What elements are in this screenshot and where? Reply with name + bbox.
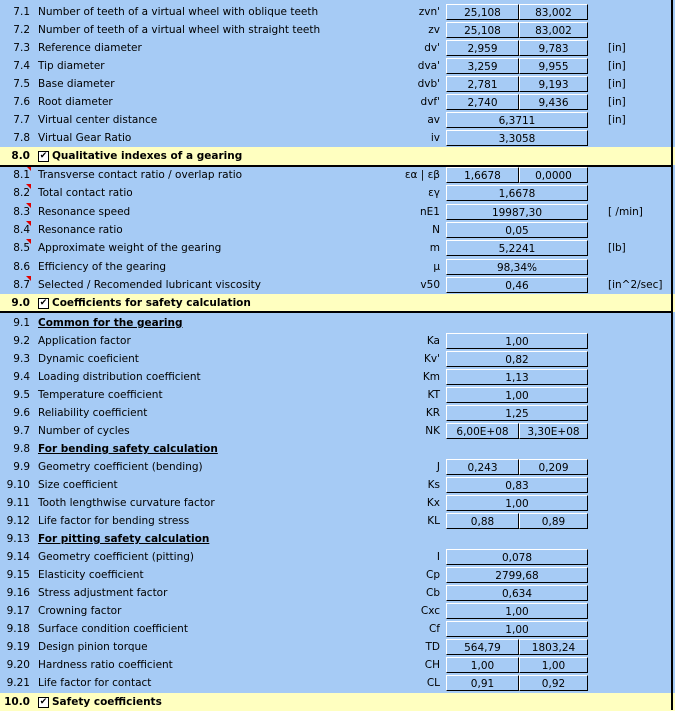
value-cell-gear[interactable]: 0,209: [519, 459, 588, 475]
value-cell[interactable]: 1,00: [446, 621, 588, 637]
row-number: 9.20: [6, 659, 30, 671]
right-border: [671, 0, 673, 710]
comment-marker-icon: [26, 221, 31, 226]
row-label: Virtual center distance: [38, 114, 158, 126]
table-row: [0, 111, 675, 129]
value-cell[interactable]: 2799,68: [446, 567, 588, 583]
symbol: KT: [427, 389, 440, 401]
row-label: Stress adjustment factor: [38, 587, 168, 599]
symbol: εγ: [428, 187, 440, 199]
table-row: [0, 422, 675, 440]
table-row: [0, 368, 675, 386]
row-number: 8.5: [13, 242, 30, 254]
table-row: [0, 458, 675, 476]
row-number: 8.1: [13, 169, 30, 181]
row-label: Life factor for bending stress: [38, 515, 190, 527]
row-label: Number of cycles: [38, 425, 130, 437]
symbol: Ks: [427, 479, 440, 491]
row-label: Reliability coefficient: [38, 407, 148, 419]
value-cell-gear[interactable]: 83,002: [519, 22, 588, 38]
row-label: Number of teeth of a virtual wheel with straight teeth: [38, 24, 321, 36]
symbol: μ: [433, 261, 440, 273]
value-cell-pinion[interactable]: 0,243: [446, 459, 519, 475]
row-label: Virtual Gear Ratio: [38, 132, 132, 144]
value-cell[interactable]: 3,3058: [446, 130, 588, 146]
row-label: Tip diameter: [38, 60, 105, 72]
symbol: εα | εβ: [404, 169, 440, 181]
value-cell[interactable]: 19987,30: [446, 204, 588, 220]
unit-label: [in]: [608, 42, 626, 54]
symbol: nE1: [420, 206, 440, 218]
row-label: Resonance speed: [38, 206, 131, 218]
symbol: NK: [425, 425, 440, 437]
row-label: Number of teeth of a virtual wheel with oblique teeth: [38, 6, 319, 18]
table-row: [0, 350, 675, 368]
value-cell-gear[interactable]: 0,89: [519, 513, 588, 529]
value-cell[interactable]: 0,05: [446, 222, 588, 238]
row-number: 9.0: [11, 297, 30, 309]
row-number: 7.1: [13, 6, 30, 18]
section-title: Coefficients for safety calculation: [52, 297, 251, 309]
value-cell-gear[interactable]: 1803,24: [519, 639, 588, 655]
symbol: av: [427, 114, 440, 126]
value-cell-gear[interactable]: 9,193: [519, 76, 588, 92]
section-header-row: [0, 294, 675, 312]
table-row: [0, 75, 675, 93]
row-label: Tooth lengthwise curvature factor: [38, 497, 215, 509]
row-number: 9.14: [6, 551, 30, 563]
symbol: Cb: [426, 587, 440, 599]
table-row: [0, 221, 675, 239]
row-number: 9.13: [6, 533, 30, 545]
unit-label: [in^2/sec]: [608, 279, 663, 291]
value-cell[interactable]: 1,00: [446, 333, 588, 349]
row-number: 8.2: [13, 187, 30, 199]
table-row: [0, 239, 675, 257]
table-row: [0, 258, 675, 276]
unit-label: [in]: [608, 78, 626, 90]
unit-label: [in]: [608, 114, 626, 126]
row-label: Application factor: [38, 335, 131, 347]
table-row: [0, 566, 675, 584]
value-cell-pinion[interactable]: 0,91: [446, 675, 519, 691]
symbol: dvb': [417, 78, 440, 90]
value-cell[interactable]: 1,25: [446, 405, 588, 421]
row-number: 8.4: [13, 224, 30, 236]
symbol: iv: [430, 132, 440, 144]
comment-marker-icon: [26, 276, 31, 281]
value-cell[interactable]: 98,34%: [446, 259, 588, 275]
row-number: 9.6: [13, 407, 30, 419]
row-number: 10.0: [4, 696, 30, 708]
row-number: 9.10: [6, 479, 30, 491]
table-row: [0, 386, 675, 404]
symbol: Cxc: [420, 605, 440, 617]
symbol: Kx: [426, 497, 440, 509]
table-row: [0, 638, 675, 656]
table-row: [0, 656, 675, 674]
table-row: [0, 440, 675, 458]
table-row: [0, 602, 675, 620]
value-cell[interactable]: 0,634: [446, 585, 588, 601]
comment-marker-icon: [26, 203, 31, 208]
symbol: J: [436, 461, 440, 473]
value-cell-gear[interactable]: 0,92: [519, 675, 588, 691]
value-cell-pinion[interactable]: 25,108: [446, 22, 519, 38]
table-row: [0, 314, 675, 332]
unit-label: [in]: [608, 96, 626, 108]
table-row: [0, 184, 675, 202]
row-number: 9.16: [6, 587, 30, 599]
value-cell-pinion[interactable]: 564,79: [446, 639, 519, 655]
row-number: 9.11: [6, 497, 30, 509]
value-cell-gear[interactable]: 0,0000: [519, 167, 588, 183]
section-divider: [0, 311, 673, 313]
row-number: 7.5: [13, 78, 30, 90]
table-row: [0, 93, 675, 111]
row-label: Approximate weight of the gearing: [38, 242, 222, 254]
value-cell-pinion[interactable]: 3,259: [446, 58, 519, 74]
value-cell-pinion[interactable]: 25,108: [446, 4, 519, 20]
table-row: [0, 129, 675, 147]
row-label: Size coefficient: [38, 479, 118, 491]
row-label: Elasticity coefficient: [38, 569, 144, 581]
symbol: zvn': [418, 6, 440, 18]
symbol: m: [429, 242, 440, 254]
subsection-title: For bending safety calculation: [38, 443, 218, 455]
comment-marker-icon: [26, 184, 31, 189]
symbol: Cp: [426, 569, 440, 581]
section-header-row: [0, 147, 675, 165]
section-title: Safety coefficients: [52, 696, 162, 708]
comment-marker-icon: [26, 239, 31, 244]
row-label: Dynamic coeficient: [38, 353, 139, 365]
row-number: 9.1: [13, 317, 30, 329]
value-cell[interactable]: 5,2241: [446, 240, 588, 256]
value-cell[interactable]: 1,13: [446, 369, 588, 385]
row-label: Geometry coefficient (pitting): [38, 551, 195, 563]
symbol: dvf': [420, 96, 440, 108]
section-header-row: [0, 693, 675, 711]
table-row: [0, 203, 675, 221]
table-row: [0, 620, 675, 638]
symbol: N: [432, 224, 440, 236]
row-number: 7.7: [13, 114, 30, 126]
row-label: Selected / Recomended lubricant viscosity: [38, 279, 261, 291]
symbol: Km: [422, 371, 440, 383]
value-cell-gear[interactable]: 1,00: [519, 657, 588, 673]
row-number: 9.17: [6, 605, 30, 617]
table-row: [0, 476, 675, 494]
table-row: [0, 3, 675, 21]
value-cell[interactable]: 0,82: [446, 351, 588, 367]
table-row: [0, 530, 675, 548]
symbol: KL: [427, 515, 440, 527]
value-cell-gear[interactable]: 83,002: [519, 4, 588, 20]
table-row: [0, 512, 675, 530]
row-number: 9.3: [13, 353, 30, 365]
value-cell-pinion[interactable]: 2,781: [446, 76, 519, 92]
value-cell[interactable]: 1,00: [446, 387, 588, 403]
row-label: Geometry coefficient (bending): [38, 461, 203, 473]
value-cell-pinion[interactable]: 2,959: [446, 40, 519, 56]
row-number: 9.5: [13, 389, 30, 401]
row-label: Life factor for contact: [38, 677, 152, 689]
section-checkbox[interactable]: ✔: [39, 298, 48, 308]
subsection-title: For pitting safety calculation: [38, 533, 210, 545]
subsection-title: Common for the gearing: [38, 317, 183, 329]
unit-label: [in]: [608, 60, 626, 72]
value-cell-pinion[interactable]: 6,00E+08: [446, 423, 519, 439]
table-row: [0, 584, 675, 602]
row-number: 7.6: [13, 96, 30, 108]
table-row: [0, 332, 675, 350]
symbol: zv: [428, 24, 440, 36]
value-cell[interactable]: 6,3711: [446, 112, 588, 128]
table-row: [0, 166, 675, 184]
row-number: 8.7: [13, 279, 30, 291]
row-number: 8.0: [11, 150, 30, 162]
symbol: KR: [425, 407, 440, 419]
unit-label: [lb]: [608, 242, 626, 254]
table-row: [0, 39, 675, 57]
symbol: Ka: [426, 335, 440, 347]
row-label: Loading distribution coefficient: [38, 371, 201, 383]
row-label: Base diameter: [38, 78, 115, 90]
symbol: TD: [425, 641, 440, 653]
row-label: Reference diameter: [38, 42, 142, 54]
row-number: 8.3: [13, 206, 30, 218]
row-label: Surface condition coefficient: [38, 623, 188, 635]
value-cell-gear[interactable]: 9,783: [519, 40, 588, 56]
row-label: Temperature coefficient: [38, 389, 163, 401]
value-cell-pinion[interactable]: 1,6678: [446, 167, 519, 183]
symbol: Kv': [424, 353, 440, 365]
row-number: 9.4: [13, 371, 30, 383]
section-checkbox[interactable]: ✔: [39, 697, 48, 707]
table-row: [0, 276, 675, 294]
value-cell-gear[interactable]: 3,30E+08: [519, 423, 588, 439]
symbol: Cf: [428, 623, 440, 635]
row-label: Resonance ratio: [38, 224, 123, 236]
row-number: 7.3: [13, 42, 30, 54]
row-number: 9.2: [13, 335, 30, 347]
section-divider: [0, 165, 673, 167]
row-number: 9.12: [6, 515, 30, 527]
row-label: Design pinion torque: [38, 641, 148, 653]
value-cell[interactable]: 0,83: [446, 477, 588, 493]
row-number: 9.21: [6, 677, 30, 689]
value-cell-pinion[interactable]: 2,740: [446, 94, 519, 110]
row-label: Transverse contact ratio / overlap ratio: [38, 169, 243, 181]
row-number: 8.6: [13, 261, 30, 273]
row-number: 7.8: [13, 132, 30, 144]
row-number: 7.2: [13, 24, 30, 36]
value-cell-gear[interactable]: 9,955: [519, 58, 588, 74]
row-number: 9.18: [6, 623, 30, 635]
section-checkbox[interactable]: ✔: [39, 151, 48, 161]
table-row: [0, 21, 675, 39]
value-cell-pinion[interactable]: 0,88: [446, 513, 519, 529]
row-label: Total contact ratio: [38, 187, 133, 199]
row-number: 9.15: [6, 569, 30, 581]
row-number: 9.8: [13, 443, 30, 455]
unit-label: [ /min]: [608, 206, 643, 218]
row-label: Efficiency of the gearing: [38, 261, 167, 273]
row-number: 9.19: [6, 641, 30, 653]
value-cell[interactable]: 1,00: [446, 495, 588, 511]
value-cell-gear[interactable]: 9,436: [519, 94, 588, 110]
value-cell-pinion[interactable]: 1,00: [446, 657, 519, 673]
table-row: [0, 57, 675, 75]
table-row: [0, 674, 675, 692]
symbol: dva': [417, 60, 440, 72]
row-label: Hardness ratio coefficient: [38, 659, 173, 671]
row-number: 7.4: [13, 60, 30, 72]
row-number: 9.7: [13, 425, 30, 437]
table-row: [0, 494, 675, 512]
symbol: v50: [420, 279, 440, 291]
symbol: I: [436, 551, 440, 563]
value-cell[interactable]: 1,00: [446, 603, 588, 619]
row-label: Crowning factor: [38, 605, 122, 617]
table-row: [0, 404, 675, 422]
table-row: [0, 548, 675, 566]
row-number: 9.9: [13, 461, 30, 473]
section-title: Qualitative indexes of a gearing: [52, 150, 243, 162]
value-cell[interactable]: 0,46: [446, 277, 588, 293]
symbol: dv': [424, 42, 440, 54]
symbol: CL: [426, 677, 440, 689]
value-cell[interactable]: 1,6678: [446, 185, 588, 201]
value-cell[interactable]: 0,078: [446, 549, 588, 565]
row-label: Root diameter: [38, 96, 113, 108]
symbol: CH: [424, 659, 440, 671]
